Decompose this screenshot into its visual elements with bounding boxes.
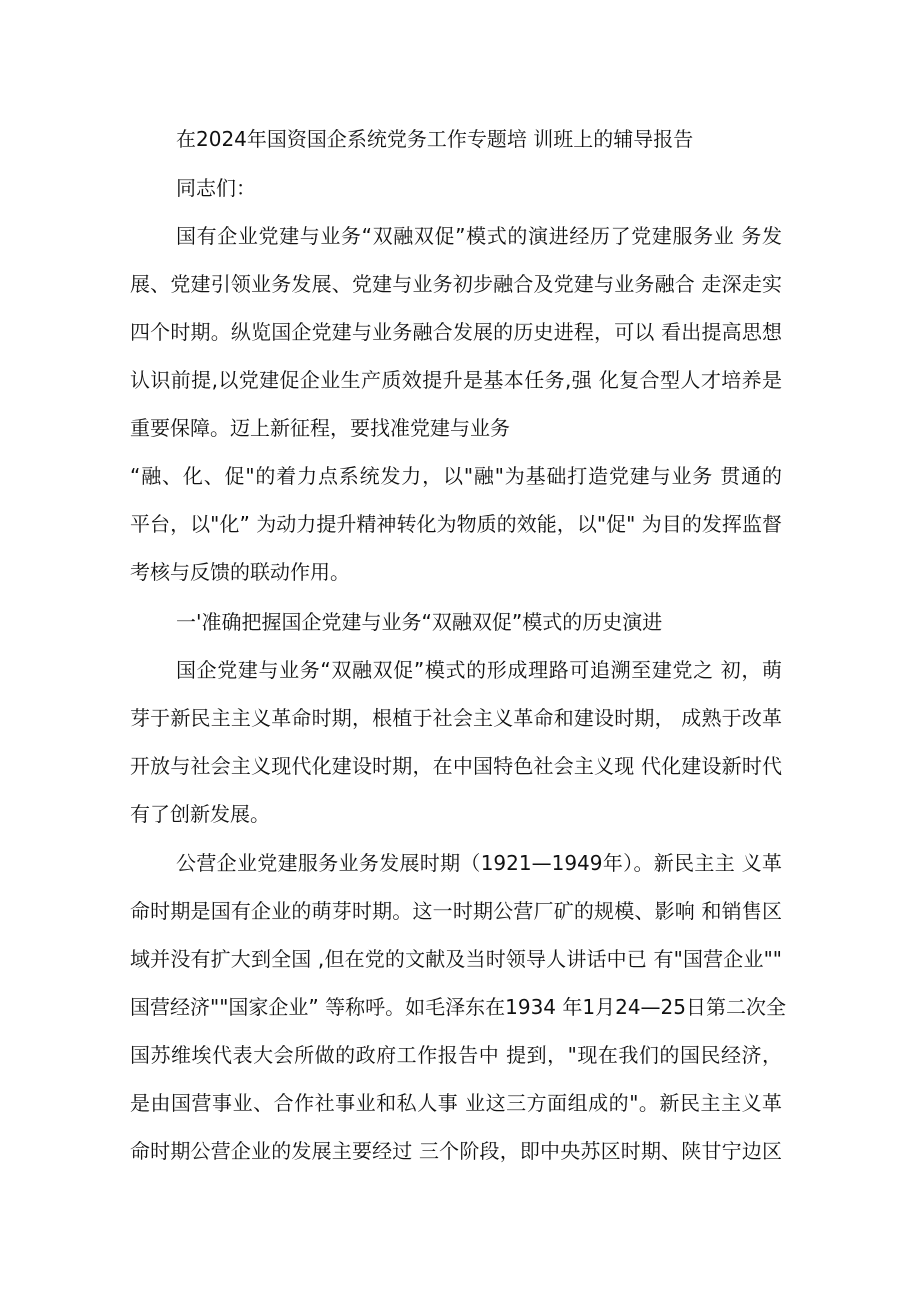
paragraph-line: 重要保障。迈上新征程，要找准党建与业务 (130, 416, 510, 440)
paragraph-line: 国有企业党建与业务“双融双促”模式的演进经历了党建服务业 务发 (176, 224, 782, 248)
paragraph-line: 公营企业党建服务业务发展时期（1921—1949年）。新民主主 义革 (176, 851, 782, 875)
paragraph-line: 命时期是国有企业的萌芽时期。这一时期公营厂矿的规模、影响 和销售区 (130, 899, 782, 923)
paragraph-line: 考核与反馈的联动作用。 (130, 560, 350, 584)
paragraph-line: 认识前提,以党建促企业生产质效提升是基本任务,强 化复合型人才培养是 (130, 368, 782, 392)
paragraph-line: 平台，以"化” 为动力提升精神转化为物质的效能，以"促" 为目的发挥监督 (130, 512, 782, 536)
paragraph-line: 展、党建引领业务发展、党建与业务初步融合及党建与业务融合 走深走实 (130, 272, 782, 296)
paragraph-line: 命时期公营企业的发展主要经过 三个阶段，即中央苏区时期、陕甘宁边区 (130, 1139, 782, 1163)
paragraph-line: 国营经济""国家企业” 等称呼。如毛泽东在1934 年1月24—25日第二次全 (130, 995, 786, 1019)
paragraph-line: 域并没有扩大到全国 ,但在党的文献及当时领导人讲话中已 有"国营企业"" (130, 947, 782, 971)
paragraph-line: “融、化、促"的着力点系统发力，以"融"为基础打造党建与业务 贯通的 (130, 464, 782, 488)
document-title: 在2024年国资国企系统党务工作专题培 训班上的辅导报告 (176, 127, 694, 151)
paragraph-line: 开放与社会主义现代化建设时期，在中国特色社会主义现 代化建设新时代 (130, 754, 782, 778)
paragraph-line: 国苏维埃代表大会所做的政府工作报告中 提到，"现在我们的国民经济， (130, 1043, 782, 1067)
paragraph-line: 是由国营事业、合作社事业和私人事 业这三方面组成的"。新民主主义革 (130, 1091, 782, 1115)
paragraph-line: 有了创新发展。 (130, 802, 270, 826)
salutation: 同志们： (176, 176, 256, 200)
paragraph-line: 国企党建与业务“双融双促”模式的形成理路可追溯至建党之 初，萌 (176, 658, 782, 682)
paragraph-line: 四个时期。纵览国企党建与业务融合发展的历史进程，可以 看出提高思想 (130, 320, 782, 344)
section-heading-text: 一'准确把握国企党建与业务“双融双促”模式的历史演进 (176, 610, 663, 634)
paragraph-line: 芽于新民主主义革命时期，根植于社会主义革命和建设时期， 成熟于改革 (130, 706, 782, 730)
